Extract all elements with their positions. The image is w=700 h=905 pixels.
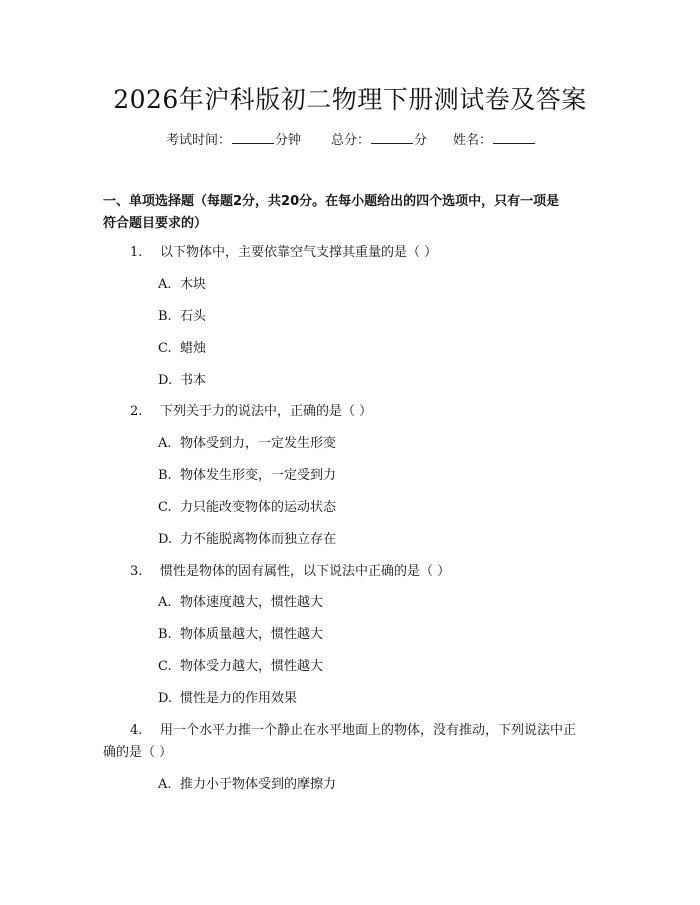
option-letter: D. (158, 691, 173, 706)
option-3b (158, 626, 323, 644)
time-unit: 分钟 (275, 133, 302, 148)
option-text: 力只能改变物体的运动状态 (180, 500, 337, 515)
option-letter: D. (158, 532, 173, 547)
document-title: 2026年沪科版初二物理下册测试卷及答案 (113, 85, 587, 114)
option-3c (158, 658, 323, 676)
score-blank (371, 131, 413, 144)
question-number: 1. (130, 245, 143, 260)
section-heading-line-1: 一、单项选择题（每题2分，共20分。在每小题给出的四个选项中，只有一项是 (103, 194, 560, 209)
option-3a (158, 594, 323, 612)
option-2b (158, 467, 336, 485)
option-letter: A. (158, 277, 172, 292)
option-text: 石头 (180, 309, 207, 324)
option-letter: A. (158, 595, 172, 610)
option-text: 惯性是力的作用效果 (180, 691, 298, 706)
question-1 (130, 242, 590, 264)
option-text: 力不能脱离物体而独立存在 (180, 532, 337, 547)
option-3d (158, 690, 297, 708)
name-field (453, 131, 536, 150)
question-stem: 下列关于力的说法中，正确的是（ ） (160, 404, 373, 419)
option-text: 书本 (180, 373, 207, 388)
option-1c (158, 340, 206, 358)
option-text: 物体受到力，一定发生形变 (180, 436, 337, 451)
question-stem: 惯性是物体的固有属性，以下说法中正确的是（ ） (160, 564, 451, 579)
score-unit: 分 (414, 133, 428, 148)
option-letter: A. (158, 777, 172, 792)
option-text: 推力小于物体受到的摩擦力 (180, 777, 337, 792)
option-text: 蜡烛 (180, 341, 207, 356)
option-1b (158, 308, 206, 326)
section-heading-line-2: 符合题目要求的） (103, 216, 208, 231)
time-field (166, 131, 301, 150)
time-blank (232, 131, 274, 144)
option-text: 物体速度越大，惯性越大 (180, 595, 324, 610)
question-2 (130, 401, 590, 423)
option-2c (158, 499, 336, 517)
question-number: 3. (130, 564, 143, 579)
question-number: 4. (130, 723, 143, 738)
option-text: 木块 (180, 277, 207, 292)
option-text: 物体受力越大，惯性越大 (180, 659, 324, 674)
option-1d (158, 372, 206, 390)
question-stem: 以下物体中，主要依靠空气支撑其重量的是（ ） (160, 245, 438, 260)
question-stem-line-1: 用一个水平力推一个静止在水平地面上的物体，没有推动，下列说法中正 (160, 723, 577, 738)
option-letter: B. (158, 627, 172, 642)
option-letter: C. (158, 500, 172, 515)
option-text: 物体发生形变，一定受到力 (180, 468, 337, 483)
question-stem-line-2: 确的是（ ） (103, 745, 173, 760)
option-letter: A. (158, 436, 172, 451)
name-blank (493, 131, 535, 144)
option-letter: D. (158, 373, 173, 388)
question-3 (130, 561, 590, 583)
score-label: 总分： (331, 133, 371, 148)
option-letter: B. (158, 468, 172, 483)
option-2a (158, 435, 336, 453)
question-4-continued (103, 742, 563, 764)
time-label: 考试时间： (166, 133, 232, 148)
option-letter: B. (158, 309, 172, 324)
option-2d (158, 531, 336, 549)
name-label: 姓名： (453, 133, 493, 148)
section-heading (103, 191, 603, 235)
option-text: 物体质量越大，惯性越大 (180, 627, 324, 642)
score-field (331, 131, 427, 150)
option-letter: C. (158, 659, 172, 674)
question-number: 2. (130, 404, 143, 419)
option-1a (158, 276, 206, 294)
option-4a (158, 776, 336, 794)
option-letter: C. (158, 341, 172, 356)
question-4 (130, 720, 590, 742)
